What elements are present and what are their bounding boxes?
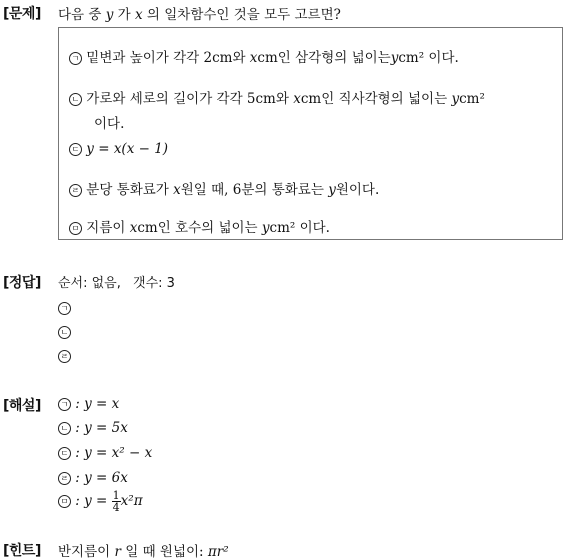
- option-text: cm² 이다.: [269, 220, 330, 236]
- option-text: 분당 통화료가: [86, 182, 169, 198]
- hint-text: [58, 540, 229, 560]
- option-text: 밑변과 높이가 각각 2cm와: [86, 50, 246, 66]
- option-text: cm²: [459, 91, 485, 107]
- option-text: cm² 이다.: [398, 50, 459, 66]
- fraction-denominator: 4: [112, 501, 120, 514]
- option-var: x: [173, 182, 181, 198]
- problem-label: [문제]: [3, 6, 41, 22]
- explanation-formula: : y = 6x: [75, 470, 128, 486]
- explanation-item: [58, 396, 119, 412]
- option-text-continued: 이다.: [94, 116, 125, 132]
- option-item: [69, 141, 168, 157]
- answer-marker: ㄹ: [58, 350, 71, 363]
- option-var: y: [261, 220, 270, 236]
- answer-item: [58, 300, 71, 316]
- fraction: [112, 490, 121, 513]
- answer-marker: ㄴ: [58, 326, 71, 339]
- question-text: 의 일차함수인 것을 모두 고르면?: [146, 7, 341, 23]
- option-item: [69, 46, 459, 66]
- explanation-formula: : y =: [75, 493, 108, 509]
- problem-question: [58, 3, 341, 23]
- option-item: [69, 216, 330, 236]
- var-y: y: [105, 7, 114, 23]
- explanation-formula: x²π: [120, 493, 143, 509]
- fraction-numerator: 1: [112, 489, 120, 502]
- option-var: y: [451, 91, 460, 107]
- explanation-marker: ㄷ: [58, 447, 71, 460]
- hint-text-part: 반지름이: [58, 544, 111, 560]
- explanation-item: [58, 470, 128, 486]
- explanation-formula: : y = 5x: [75, 420, 128, 436]
- option-marker: ㄱ: [69, 52, 82, 65]
- option-marker: ㄷ: [69, 143, 82, 156]
- option-text: cm인 호수의 넓이는: [137, 220, 258, 236]
- answer-order: 순서: 없음,: [58, 276, 121, 291]
- hint-text-part: 일 때 원넓이:: [125, 544, 204, 560]
- question-text: 가: [117, 7, 131, 23]
- explanation-item: [58, 490, 143, 513]
- var-x: x: [135, 7, 143, 23]
- explanation-formula: : y = x² − x: [75, 445, 153, 461]
- hint-label: [힌트]: [3, 543, 41, 559]
- option-var: y: [328, 182, 336, 198]
- answer-summary: [58, 272, 175, 291]
- explanation-marker: ㄱ: [58, 398, 71, 411]
- option-item: [69, 178, 379, 198]
- option-var: x: [129, 220, 138, 236]
- hint-formula: πr²: [207, 544, 229, 560]
- explanation-marker: ㄴ: [58, 422, 71, 435]
- answer-item: [58, 324, 71, 340]
- answer-item: [58, 348, 71, 364]
- answer-count: 갯수: 3: [133, 276, 175, 291]
- option-text: 가로와 세로의 길이가 각각 5cm와: [86, 91, 289, 107]
- option-item: [69, 87, 485, 107]
- option-text: cm인 삼각형의 넓이는: [257, 50, 391, 66]
- option-text: 지름이: [86, 220, 126, 236]
- option-var: y: [390, 50, 399, 66]
- option-marker: ㄴ: [69, 93, 82, 106]
- explanation-item: [58, 420, 128, 436]
- hint-var: r: [114, 544, 121, 560]
- option-marker: ㅁ: [69, 222, 82, 235]
- option-formula: y = x(x − 1): [86, 141, 169, 157]
- explanation-item: [58, 445, 152, 461]
- option-text: 원이다.: [335, 182, 380, 198]
- option-text: cm인 직사각형의 넓이는: [300, 91, 448, 107]
- option-text: 원일 때, 6분의 통화료는: [180, 182, 324, 198]
- option-marker: ㄹ: [69, 184, 82, 197]
- option-var: x: [249, 50, 258, 66]
- explanation-label: [해설]: [3, 398, 41, 414]
- explanation-formula: : y = x: [75, 396, 120, 412]
- question-text: 다음 중: [58, 7, 102, 23]
- answer-label: [정답]: [3, 275, 41, 291]
- option-var: x: [293, 91, 301, 107]
- explanation-marker: ㅁ: [58, 495, 71, 508]
- explanation-marker: ㄹ: [58, 472, 71, 485]
- answer-marker: ㄱ: [58, 302, 71, 315]
